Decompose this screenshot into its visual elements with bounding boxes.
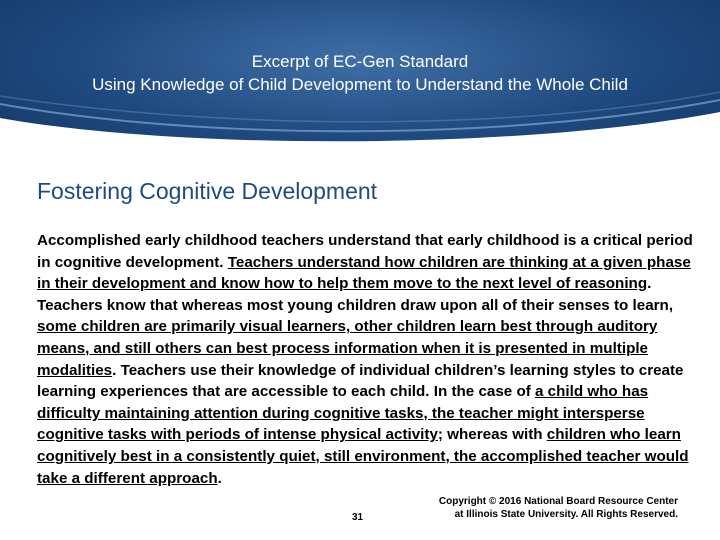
copyright-notice: Copyright © 2016 National Board Resource Center at Illinois State University. All Rights Reserved. [438, 496, 678, 520]
slide-title-line-2: Using Knowledge of Child Development to Understand the Whole Child [92, 75, 628, 94]
slide-title [0, 50, 720, 96]
title-banner [0, 0, 720, 150]
underlined-text-segment: some children are primarily visual learners, other children learn best through auditory means, and still others can best process information when it is presented in multiple modalities [37, 318, 658, 379]
standard-excerpt-paragraph [37, 230, 697, 489]
underlined-text-segment: a child who has difficulty maintaining attention during cognitive tasks, the teacher might intersperse cognitive tasks with periods of intense physical activity [37, 383, 649, 444]
page-number: 31 [352, 512, 364, 523]
slide-title-line-1: Excerpt of EC-Gen Standard [251, 52, 469, 71]
text-segment: . [217, 469, 222, 487]
text-segment: . Teachers know that whereas most young children draw upon all of their senses to learn, [37, 275, 674, 314]
text-segment: Accomplished early childhood teachers understand that early childhood is a critical period in cognitive development. [37, 232, 693, 271]
underlined-text-segment: children who learn cognitively best in a consistently quiet, still environment, the accomplished teacher would take a different approach [37, 426, 689, 487]
text-segment: . Teachers use their knowledge of individual children’s learning styles to create learning experiences that are accessible to each child. In the case of [37, 361, 684, 401]
text-segment: ; whereas with [437, 426, 547, 444]
underlined-text-segment: Teachers understand how children are thinking at a given phase in their development and know how to help them move to the next level of reasoning [37, 253, 691, 293]
section-heading: Fostering Cognitive Development [37, 178, 378, 204]
